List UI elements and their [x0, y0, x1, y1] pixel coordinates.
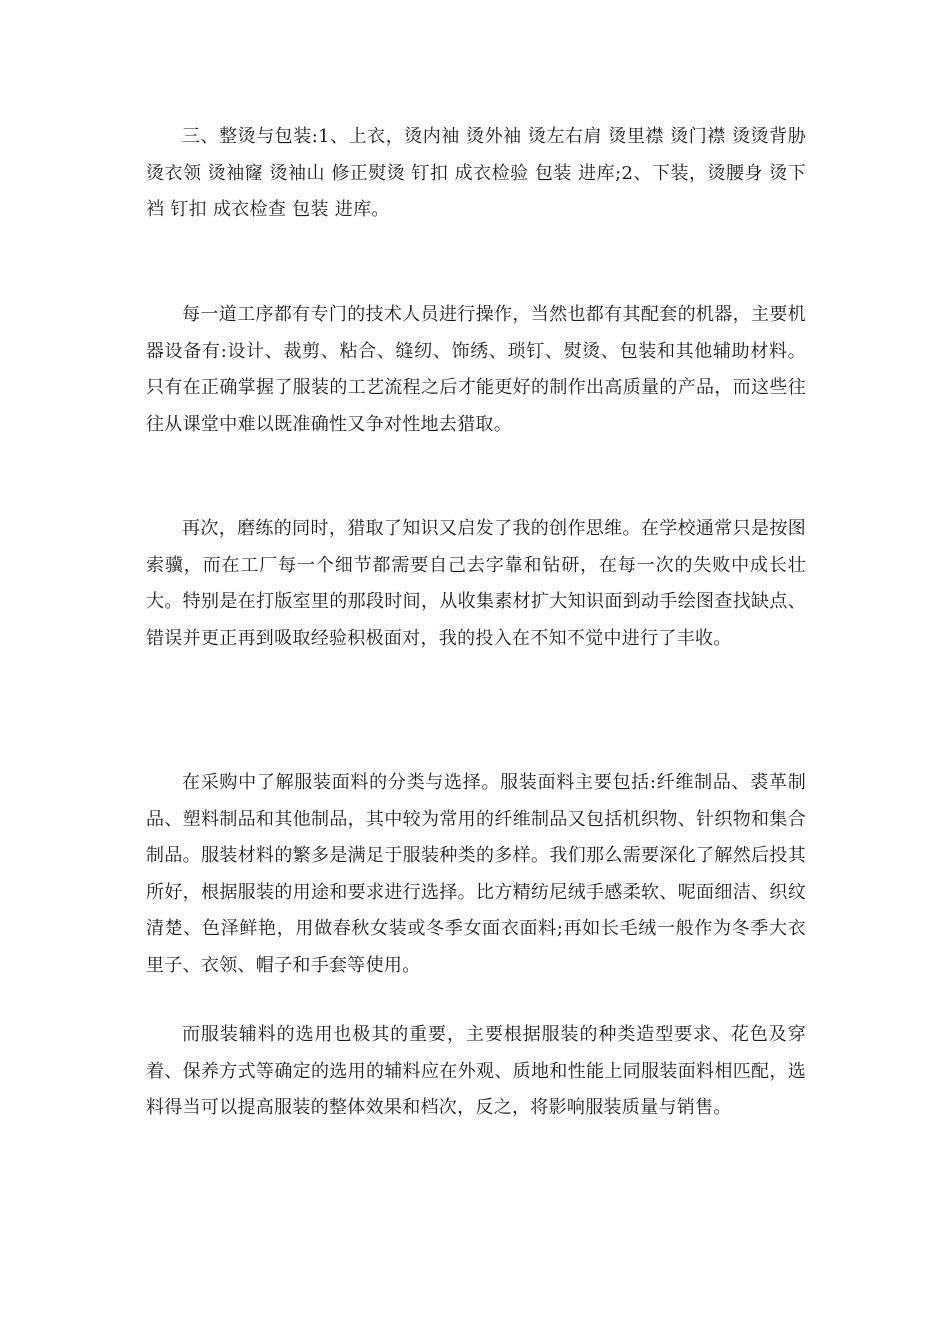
paragraph-ironing-packaging: 三、整烫与包装:1、上衣，烫内袖 烫外袖 烫左右肩 烫里襟 烫门襟 烫烫背胁 烫衣领 烫袖窿 烫袖山 修正熨烫 钉扣 成衣检验 包装 进库;2、下装，烫腰身 烫下裆 钉扣 成衣检查 包装 进库。 — [146, 126, 806, 220]
paragraph-processes-machines: 每一道工序都有专门的技术人员进行操作，当然也都有其配套的机器，主要机器设备有:设计、裁剪、粘合、缝纫、饰绣、琐钉、熨烫、包装和其他辅助材料。只有在正确掌握了服装的工艺流程之后才能更好的制作出高质量的产品，而这些往往从课堂中难以既准确性又争对性地去猎取。 — [146, 304, 806, 435]
paragraph-fabric-selection: 在采购中了解服装面料的分类与选择。服装面料主要包括:纤维制品、裘革制品、塑料制品和其他制品，其中较为常用的纤维制品又包括机织物、针织物和集合制品。服装材料的繁多是满足于服装种类的多样。我们那么需要深化了解然后投其所好，根据服装的用途和要求进行选择。比方精纺尼绒手感柔软、呢面细洁、织纹清楚、色泽鲜艳，用做春秋女装或冬季女面衣面料;再如长毛绒一般作为冬季大衣里子、衣领、帽子和手套等使用。 — [146, 772, 806, 976]
paragraph-creative-thinking: 再次，磨练的同时，猎取了知识又启发了我的创作思维。在学校通常只是按图索骥，而在工厂每一个细节都需要自己去字靠和钻研，在每一次的失败中成长壮大。特别是在打版室里的那段时间，从收集素材扩大知识面到动手绘图查找缺点、错误并更正再到吸取经验积极面对，我的投入在不知不觉中进行了丰收。 — [146, 518, 806, 649]
paragraph-accessories: 而服装辅料的选用也极其的重要，主要根据服装的种类造型要求、花色及穿着、保养方式等确定的选用的辅料应在外观、质地和性能上同服装面料相匹配，选料得当可以提高服装的整体效果和档次，反之，将影响服装质量与销售。 — [146, 1024, 806, 1118]
